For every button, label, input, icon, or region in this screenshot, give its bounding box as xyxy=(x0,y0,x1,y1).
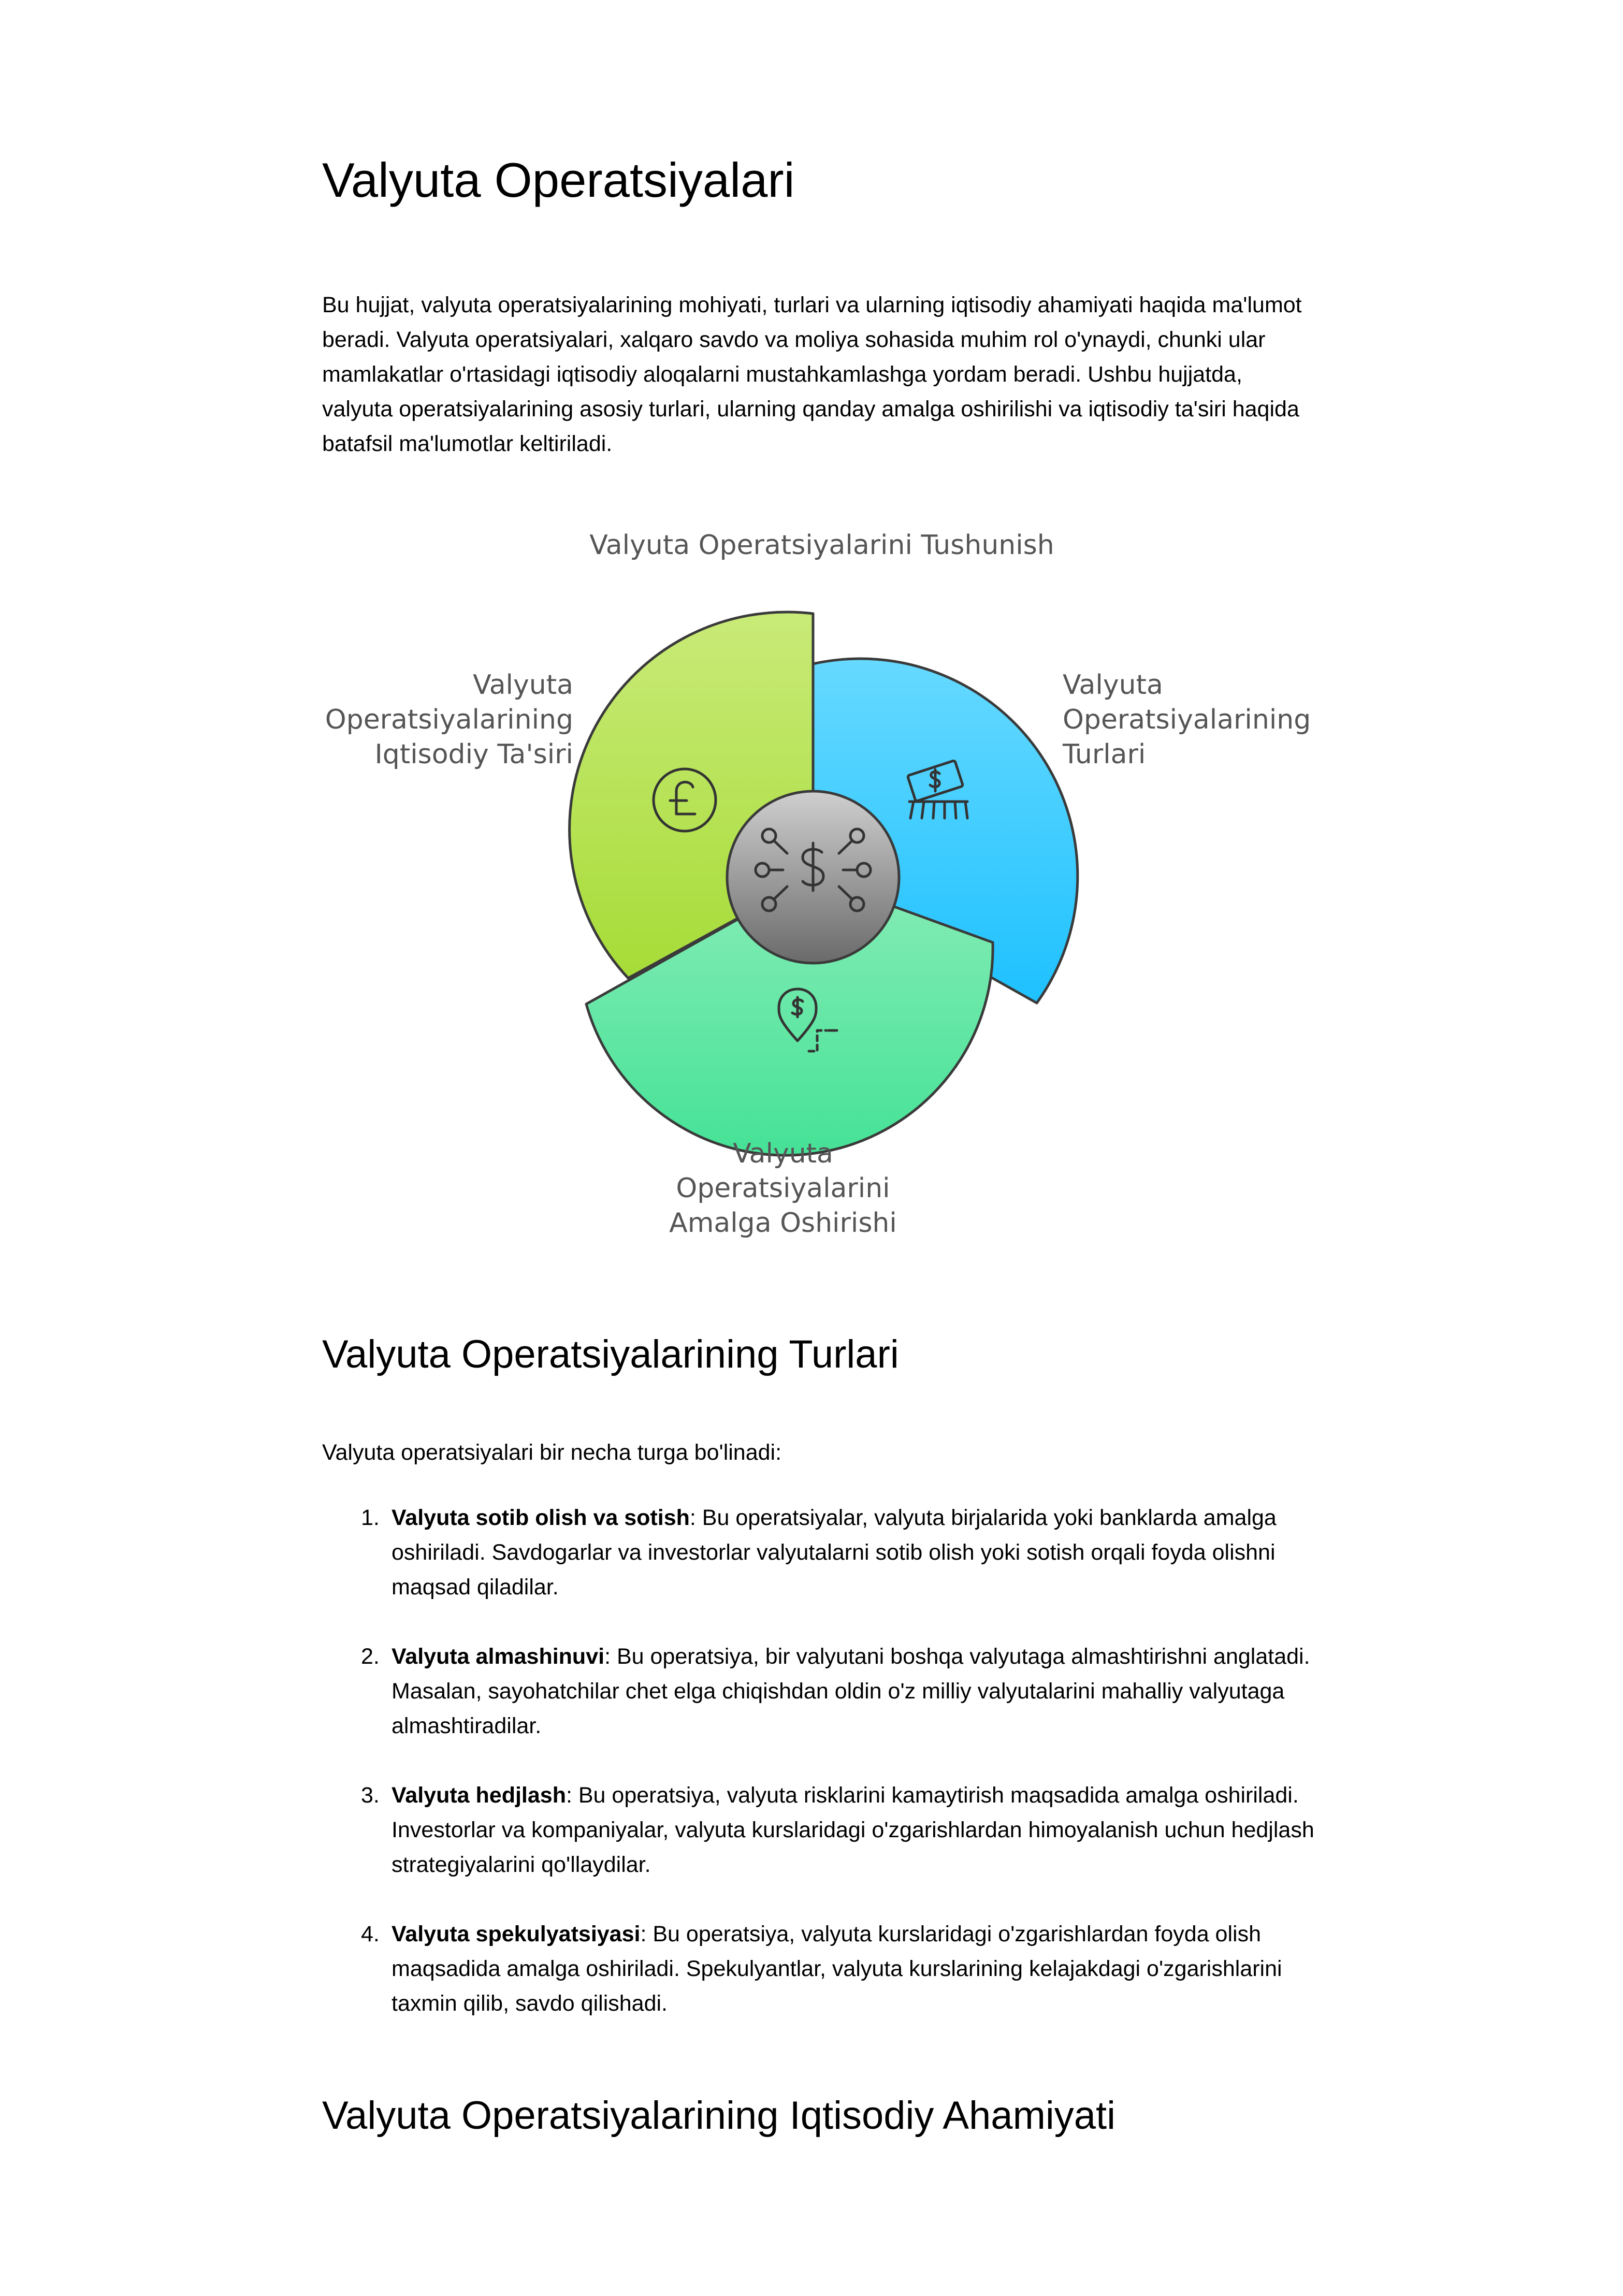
list-item-number: 4. xyxy=(361,1922,380,1946)
list-item-text: : Bu operatsiyalar, valyuta birjalarida yoki banklarda amalga oshiriladi. Savdogarlar va investorlar valyutalarni sotib olish yoki sotish orqali foyda olishni maqsad qiladilar. xyxy=(392,1505,1277,1600)
types-list xyxy=(322,1501,1322,2056)
list-item-number: 2. xyxy=(361,1644,380,1669)
diagram-title: Valyuta Operatsiyalarini Tushunish xyxy=(589,530,1054,561)
segment-label-execution: Valyuta Operatsiyalarini Amalga Oshirishi xyxy=(669,1138,897,1239)
list-item-term: Valyuta sotib olish va sotish xyxy=(392,1505,690,1530)
list-item xyxy=(322,1501,1322,1605)
concept-diagram xyxy=(322,518,1322,1253)
list-item-number: 3. xyxy=(361,1783,380,1808)
segment-label-impact: Valyuta Operatsiyalarining Iqtisodiy Ta'siri xyxy=(325,670,573,770)
list-item-text: : Bu operatsiya, bir valyutani boshqa valyutaga almashtirishni anglatadi. Masalan, sayohatchilar chet elga chiqishdan oldin o'z milliy valyutalarini mahalliy valyutaga almashtiradilar. xyxy=(392,1644,1310,1738)
list-item-term: Valyuta spekulyatsiyasi xyxy=(392,1922,641,1946)
list-item-number: 1. xyxy=(361,1505,380,1530)
document-title: Valyuta Operatsiyalari xyxy=(322,153,795,207)
list-item-term: Valyuta almashinuvi xyxy=(392,1644,605,1669)
types-lead-text: Valyuta operatsiyalari bir necha turga bo'linadi: xyxy=(322,1440,782,1465)
segment-label-types: Valyuta Operatsiyalarining Turlari xyxy=(1063,670,1311,770)
intro-paragraph: Bu hujjat, valyuta operatsiyalarining mohiyati, turlari va ularning iqtisodiy ahamiyati haqida ma'lumot beradi. Valyuta operatsiyalari, xalqaro savdo va moliya sohasida muhim rol o'ynaydi, chunki ular mamlakatlar o'rtasidagi iqtisodiy aloqalarni mustahkamlashga yordam beradi. Ushbu hujjatda, valyuta operatsiyalarining asosiy turlari, ularning qanday amalga oshirilishi va iqtisodiy ta'siri haqida batafsil ma'lumotlar keltiriladi. xyxy=(322,293,1302,456)
economic-section-heading: Valyuta Operatsiyalarining Iqtisodiy Ahamiyati xyxy=(322,2094,1116,2138)
list-item-text: : Bu operatsiya, valyuta risklarini kamaytirish maqsadida amalga oshiriladi. Investorlar va kompaniyalar, valyuta kurslaridagi o'zgarishlardan himoyalanish uchun hedjlash strategiyalarini qo'llaydilar. xyxy=(392,1783,1314,1877)
list-item-term: Valyuta hedjlash xyxy=(392,1783,566,1808)
list-item-text: : Bu operatsiya, valyuta kurslaridagi o'zgarishlardan foyda olish maqsadida amalga oshiriladi. Spekulyantlar, valyuta kurslarining kelajakdagi o'zgarishlarini taxmin qilib, savdo qilishadi. xyxy=(392,1922,1282,2016)
list-item xyxy=(322,1778,1322,1882)
list-item xyxy=(322,1917,1322,2021)
list-item xyxy=(322,1639,1322,1743)
types-section-heading: Valyuta Operatsiyalarining Turlari xyxy=(322,1332,899,1376)
